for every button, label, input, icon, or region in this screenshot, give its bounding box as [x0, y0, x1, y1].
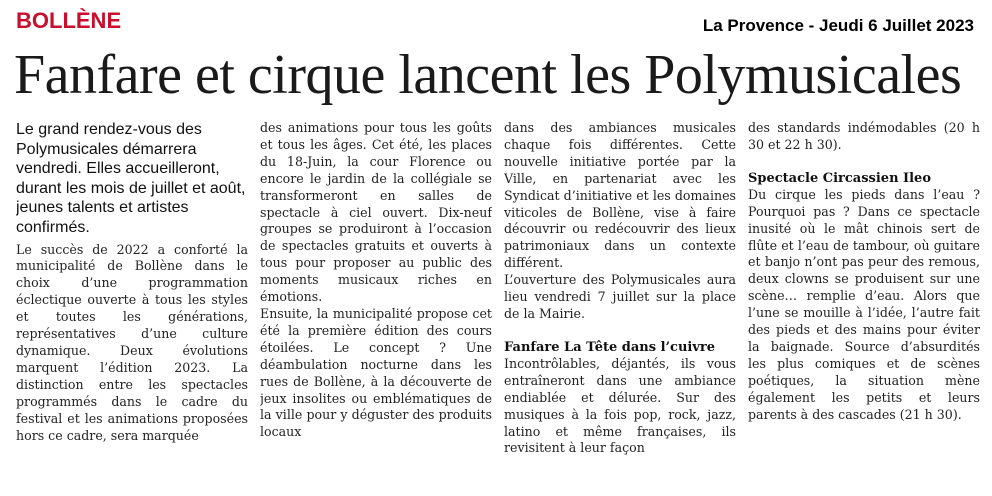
publication-dateline: La Provence - Jeudi 6 Juillet 2023 [702, 16, 974, 35]
column-4-paragraph-2: Du cirque les pieds dans l’eau ? Pourquoi pas ? Dans ce spectacle inusité où le mât chinois sert de flûte et l’eau de tambour, où guitare et banjo n’ont pas peur des remous, deux clowns se produisent sur une scène… remplie d’eau. Alors que l’une se mouille à l’idée, l’autre fait des pieds et des mains pour éviter la baignade. Source d’absurdités les plus comiques et de scènes poétiques, la situation mène également les petits et leurs parents à des cascades (21 h 30). [748, 186, 980, 422]
column-1-body: Le succès de 2022 a conforté la municipalité de Bollène dans le choix d’une programmation éclectique ouverte à tous les styles et toutes les générations, représentatives d’une culture dynamique. Deux évolutions marquent l’édition 2023. La distinction entre les spectacles programmés dans le cadre du festival et les animations proposées hors ce cadre, sera marquée [16, 241, 248, 443]
subhead-fanfare: Fanfare La Tête dans l’cuivre [504, 339, 716, 355]
column-1 [16, 120, 248, 490]
column-3-paragraph-1: dans des ambiances musicales chaque fois différentes. Cette nouvelle initiative portée par la Ville, en partenariat avec les Syndicat d’initiative et les domaines viticoles de Bollène, vise à faire découvrir ou redécouvrir des lieux patrimoniaux dans un contexte différent. [504, 120, 736, 271]
column-2 [260, 120, 492, 490]
article-columns [16, 120, 978, 490]
article-lead: Le grand rendez-vous des Polymusicales démarrera vendredi. Elles accueilleront, durant les mois de juillet et août, jeunes talents et artistes confirmés. [16, 121, 246, 236]
section-kicker: BOLLÈNE [16, 8, 122, 33]
subhead-circus: Spectacle Circassien Ileo [748, 170, 932, 186]
column-3 [504, 120, 736, 490]
column-2-paragraph-2: Ensuite, la municipalité propose cet été la première édition des cours étoilées. Le concept ? Une déambulation nocturne dans les rues de Bollène, à la découverte de jeux insolites ou emblématiques de la ville pour y déguster des produits locaux [260, 305, 492, 440]
column-3-paragraph-2: L’ouverture des Polymusicales aura lieu vendredi 7 juillet sur la place de la Mairie. [504, 272, 736, 321]
article-headline: Fanfare et cirque lancent les Polymusicales [14, 44, 962, 106]
column-4-paragraph-1: des standards indémodables (20 h 30 et 22 h 30). [748, 120, 980, 152]
column-2-paragraph-1: des animations pour tous les goûts et tous les âges. Cet été, les places du 18-Juin, la cour Florence ou encore le jardin de la collégiale se transformeront en salles de spectacle à ciel ouvert. Dix-neuf groupes se produiront à l’occasion de spectacles gratuits et ouverts à tous pour proposer au public des moments musicaux riches en émotions. [260, 120, 492, 305]
column-3-paragraph-3: Incontrôlables, déjantés, ils vous entraîneront dans une ambiance endiablée et délurée. Sur des musiques à la fois pop, rock, jazz, latino et même françaises, ils revisitent à leur façon [504, 355, 736, 456]
column-4 [748, 120, 980, 490]
